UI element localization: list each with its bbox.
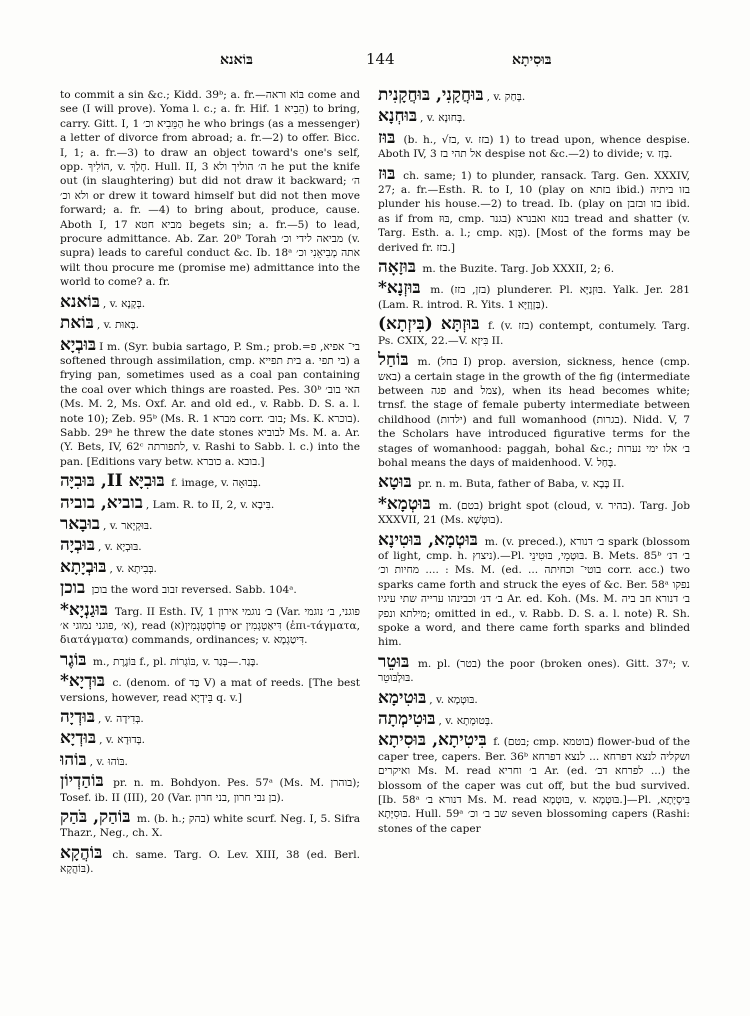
dictionary-entry <box>60 492 360 513</box>
header-right-guide-word: בּוּסִיתָא <box>512 52 552 68</box>
entry-headword: בּוֹאנא <box>60 291 100 312</box>
dictionary-entry <box>378 472 690 493</box>
entry-headword: בּוּז <box>378 163 396 184</box>
entry-text: , v. בְּחַק. <box>486 91 526 103</box>
entry-text: , v. בּוֹהוּ. <box>89 755 128 768</box>
entry-headword: בּוּטִימְתָה <box>378 709 436 730</box>
entry-headword: בּוּבְיָתָא <box>60 556 107 577</box>
dictionary-entry <box>60 334 360 470</box>
entry-text: m. (b. h.; בהק) white scurf. Neg. I, 5. Sifra Thazr., Neg., ch. X. <box>60 813 360 840</box>
dictionary-entry <box>378 88 690 104</box>
entry-headword: בּוֹהֲקָא <box>60 842 103 863</box>
right-column <box>378 88 690 1008</box>
entry-headword: בּוּטִימָא <box>378 687 427 708</box>
entry-text: , v. בּוּקְיָאר. <box>103 519 153 532</box>
dictionary-entry <box>60 649 360 670</box>
dictionary-entry <box>378 651 690 686</box>
entry-headword: בּוּבִיָּא II, בּוּבִיָּה <box>60 471 165 492</box>
page-header <box>60 50 720 74</box>
entry-text: , v. בְּטוּמְתָא. <box>438 715 494 728</box>
entry-text: m. pl. (בטר) the poor (broken ones). Gitt. 37ᵃ; v. בּוּלְבּוּטֵר. <box>378 657 690 685</box>
entry-headword: בּוּדְיָה <box>60 707 95 728</box>
entry-text: Targ. II Esth. IV, 1 ב׳ נוגמי אירון (Var. פוגני, ב׳ נוגמי א׳ ,פוגני נמוגי א׳), read (א)פְּרוֹסְטְגְמִין or דִּיאַטְגְמִין (ἐπι-τάγματα, διατάγματα) commands, ordinances; v. דִּיטַגְמָא. <box>60 605 360 647</box>
header-left-guide-word: בּוֹאנא <box>220 52 253 68</box>
entry-headword: בּוּבְיָה <box>60 535 95 556</box>
entry-headword: בּוּטְמָא, בּוּטִינָא <box>378 529 478 550</box>
entry-text: , v. בְּדוּדָא. <box>99 734 146 747</box>
dictionary-entry <box>378 730 690 836</box>
entry-text: , Lam. R. to II, 2, v. בִּיבָא. <box>145 498 275 511</box>
dictionary-entry <box>378 350 690 470</box>
dictionary-entry <box>60 707 360 728</box>
entry-text: c. (denom. of בַּד V) a mat of reeds. [The best versions, however, read בֵּידְיָא q. v.] <box>60 677 360 704</box>
dictionary-entry <box>378 529 690 650</box>
entry-text: m. (בחל I) prop. aversion, sickness, hence (cmp. באש) a certain stage in the growth of the fig (intermediate between פגה and צמל), when its head becomes white; trnsf. the stage of female puberty intermediate between childhood (ילדות) and full womanhood (בגרות). Nidd. V, 7 the Scholars have introduced figurative terms for the stages of womanhood: paggah, bohal &c.; ב׳ אלו ימי נערות bohal means the days of maidenhood. V. בָּחַל. <box>378 356 690 469</box>
entry-text: f. (בטם; cmp. בוטמא) flower-bud of the caper tree, capers. Ber. 36ᵇ ושקליה לנצא דפרחא ... לנצא דפרחא ואיקרים Ms. M. read ב׳ וחריא Ar. (ed. לפרחא דב׳ ...) the blossom of the caper was cut off, but the bud survived. [Ib. 58ᵃ דנורא ב׳ Ms. M. read בּוּטְמָא, v. בּוּטְמָא.]—Pl. בִּיסְיָתָא, בּוּסִיָּתָא. Hull. 59ᵃ שב ב׳ וכ׳ seven blossoming capers (Rashi: stones of the caper <box>378 736 690 835</box>
dictionary-entry <box>378 493 690 528</box>
entry-text: , v. בּוּטְמָא. <box>429 693 478 706</box>
entry-text: f. (v. בזז) contempt, contumely. Targ. Ps. CXIX, 22.—V. בִּיזָא II. <box>378 320 690 347</box>
dictionary-entry <box>60 599 360 648</box>
entry-text: I m. (Syr. bubia sartago, P. Sm.; prob.=בי־ אפיא, פ softened through assimilation, cmp. בית תפייא a. בי תפי) a frying pan, sometimes used as a coal pan containing the coal over which things are roasted. Pes. 30ᵇ האי בוב׳ (Ms. M. 2, Ms. Oxf. Ar. and old ed., v. Rabb. D. S. a. l. note 10); Zeb. 95ᵇ (Ms. R. 1 מברא corr. בוב׳; Ms. K. בוכרא). Sabb. 29ᵃ he threw the date stones לבוביא Ms. M. a. Ar. (Y. Bets, IV, 62ᶜ לתפורתה, v. Rashi to Sabb. l. c.) into the pan. [Editions vary betw. כוברא a. בובא.] <box>60 340 360 468</box>
dictionary-entry <box>60 471 360 492</box>
entry-headword: בוכן <box>60 578 86 599</box>
entry-text: , v. בְּחוּנָא. <box>420 112 466 125</box>
entry-text: , v. בָּאוּת. <box>96 319 140 332</box>
dictionary-entry <box>60 291 360 312</box>
entry-text: m. (v. preced.), ב׳ דנורא spark (blossom of light, cmp. h. ניצוץ).—Pl. בּוּטְמֵי, בּוּטִינֵי. B. Mets. 85ᵇ ב׳ דנ׳ מחיות וכ׳ .... : Ms. M. (ed. ... בוטי־ וכחיתה corr. acc.) two sparks came forth and struck the eyes of &c. Ber. 58ᵃ נפקו ב׳ דנ׳ וכבינהו ערייה שתי עיגיו Ar. ed. Koh. (Ms. M. ב׳ דנורא חב ביה מילתא ונפק; omitted in ed., v. Rabb. D. S. a. l. note) R. Sh. spoke a word, and there came forth sparks and blinded him. <box>378 535 690 649</box>
entry-headword: בּוּזְתָּא (בִּיזְתָא) <box>378 314 480 335</box>
entry-headword: בּוּחֲקָנִי, בּוּחֲקָנִית <box>378 88 484 105</box>
entry-text: (b. h., √בז, v. בזז) 1) to tread upon, whence despise. Aboth IV, 3 אל תהי בז despise not &c.—2) to divide; v. בָּזַז. <box>378 133 690 161</box>
entry-headword: בּוּדְיָא* <box>60 671 105 692</box>
entry-text: , v. בְּבִיתָא. <box>109 562 157 575</box>
dictionary-entry <box>60 807 360 841</box>
dictionary-entry <box>60 313 360 334</box>
dictionary-entry <box>60 88 360 290</box>
dictionary-entry <box>60 535 360 556</box>
left-column <box>60 88 360 1008</box>
dictionary-entry <box>378 163 690 255</box>
entry-headword: בּוּבְיָא <box>60 334 97 355</box>
entry-text: pr. n. m. Buta, father of Baba, v. בָּבָא II. <box>414 478 625 491</box>
entry-headword: בוּבָאר <box>60 513 101 534</box>
dictionary-entry <box>378 709 690 730</box>
dictionary-entry <box>378 314 690 348</box>
entry-text: pr. n. m. Bohdyon. Pes. 57ᵃ (Ms. M. בוהרן); Tosef. ib. II (III), 20 (Var. בן נבי חרון ,בני חרון). <box>60 777 360 804</box>
entry-headword: בּוֹאת <box>60 313 94 334</box>
entry-headword: בּוּז <box>378 127 396 148</box>
entry-text: m. (בזן, בזז) plunderer. Pl. בּוּזְנַיָּא. Yalk. Jer. 281 (Lam. R. introd. R. Yits. 1 בַּזְוָזַיָּא). <box>378 284 690 311</box>
entry-headword: בּוֹהַק, בֹּהַק <box>60 807 131 828</box>
dictionary-entry <box>378 106 690 127</box>
page-number: 144 <box>366 50 395 68</box>
dictionary-entry <box>60 728 360 749</box>
entry-text: m., בּוֹגֶרֶת f., pl. בּוֹגְרוֹת, v. בָּגַר.—בְּגַר. <box>89 655 259 668</box>
entry-headword: בּוּדְיָא <box>60 728 97 749</box>
dictionary-entry <box>60 771 360 805</box>
dictionary-entry <box>378 127 690 162</box>
entry-headword: בּוּטְמָא* <box>378 493 431 514</box>
dictionary-entry <box>60 556 360 577</box>
dictionary-entry <box>60 671 360 705</box>
entry-text: , v. בְּדִידָה. <box>97 713 144 726</box>
entry-headword: בּוּזְנָא* <box>378 278 421 299</box>
entry-headword: בּוּחְנָא <box>378 106 418 127</box>
entry-headword: בּוֹגֶר <box>60 649 87 670</box>
entry-headword: בּוֹהַדְיוֹן <box>60 771 104 792</box>
dictionary-entry <box>60 842 360 877</box>
entry-headword: בּוּזָאָה <box>378 257 416 278</box>
dictionary-entry <box>378 257 690 278</box>
entry-headword: בּוֹחַל <box>378 350 409 371</box>
entry-text: m. (בטם) bright spot (cloud, v. בהיר). Targ. Job XXXVII, 21 (Ms. בוּטְשָׁא). <box>378 499 690 527</box>
entry-headword: בִּיטִיתָא, בּוּסִיתָא <box>378 730 487 751</box>
entry-text: ch. same; 1) to plunder, ransack. Targ. Gen. XXXIV, 27; a. fr.—Esth. R. to I, 10 (play on בזתא ibid.) בזו ביתיה plunder his house.—2) to tread. Ib. (play on בזו ובזבן ibid. as if from בּוּז, cmp. בגנר) בנזא ואבנרא tread and shatter (v. Targ. Esth. a. l.; cmp. בְּזָא). [Most of the forms may be derived fr. בזז.] <box>378 169 690 254</box>
entry-text: , v. בּוּבְיָא. <box>97 541 142 554</box>
entry-headword: בּוּטָא <box>378 472 412 493</box>
entry-headword: בּוּטֵר <box>378 651 410 672</box>
dictionary-entry <box>60 749 360 770</box>
dictionary-entry <box>60 513 360 534</box>
entry-text: f. image, v. בְּבוּאָה. <box>167 477 262 490</box>
dictionary-entry <box>378 687 690 708</box>
entry-text: m. the Buzite. Targ. Job XXXII, 2; 6. <box>418 263 615 276</box>
dictionary-entry <box>378 278 690 312</box>
entry-headword: בוביא, בוביה <box>60 492 143 513</box>
entry-text: ch. same. Targ. O. Lev. XIII, 38 (ed. Berl. בּוֹהֲקָא). <box>60 848 360 876</box>
entry-text: , v. בְּקָנָא. <box>102 297 146 310</box>
entry-text: בוכן the word זבוב reversed. Sabb. 104ᵃ. <box>88 584 297 597</box>
entry-headword: בּוּגַנְיָא* <box>60 599 108 620</box>
dictionary-entry <box>60 578 360 599</box>
entry-headword: בּוֹהוּ <box>60 749 87 770</box>
entry-text: to commit a sin &c.; Kidd. 39ᵇ; a. fr.—בּוֹא וראה come and see (I will prove). Yoma l. c.; a. fr. Hif. הֵבִיא 1) to bring, carry. Gitt. I, 1 הַמֵּבִיא וכ׳ he who brings (as a messenger) a letter of divorce from abroad; a. fr.—2) to offer. Bicc. I, 1; a. fr.—3) to draw an object toward's one's self, opp. הוֹלִיךְ, v. חָלַךְ. Hull. II, 3 ה׳ הוליך ולא he put the knife out (in slaughtering) but did not draw it backward; ה׳ ולא וכ׳ or drew it toward himself but did not then move forward; a. fr. —4) to bring about, produce, cause. Aboth I, 17 מביא חטא begets sin; a. fr.—5) to lead, procure admittance. Ab. Zar. 20ᵇ Torah מביאה לידי וכ׳ (v. supra) leads to careful conduct &c. Ib. 18ᵃ אתה מְבִיאֵנִי וכ׳ wilt thou procure me (promise me) admittance into the world to come? a. fr. <box>60 89 360 289</box>
